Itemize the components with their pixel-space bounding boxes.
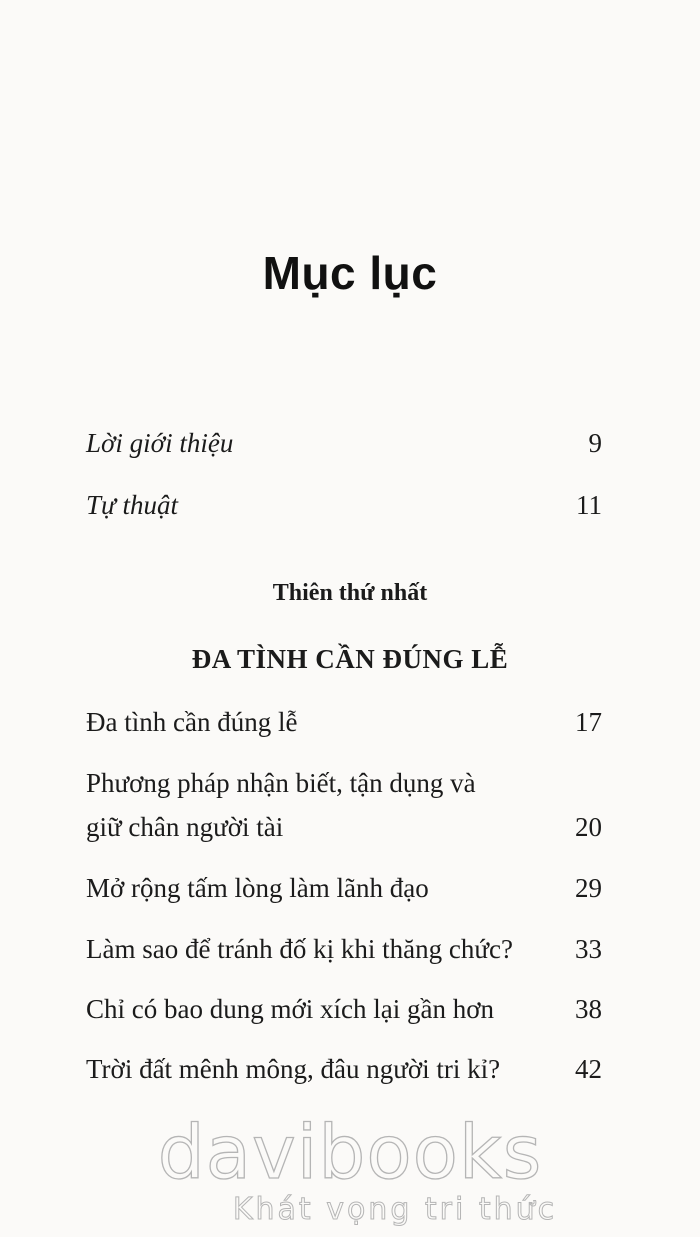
toc-entry-page: 29 xyxy=(575,873,602,903)
toc-entry-label: Chỉ có bao dung mới xích lại gần hơn xyxy=(86,994,494,1024)
toc-entry-label: giữ chân người tài xyxy=(86,812,284,842)
page-title: Mục lục xyxy=(262,247,438,299)
toc-entry-page: 42 xyxy=(575,1054,602,1084)
toc-entry-label: Tự thuật xyxy=(86,490,178,520)
part-title: ĐA TÌNH CẦN ĐÚNG LỄ xyxy=(191,644,509,674)
toc-entry-page: 17 xyxy=(575,707,602,737)
toc-entry-label: Phương pháp nhận biết, tận dụng và xyxy=(86,768,476,798)
part-label: Thiên thứ nhất xyxy=(272,580,428,606)
toc-entry-page: 38 xyxy=(575,994,602,1024)
toc-entry-page: 20 xyxy=(575,812,602,842)
toc-entry-label: Đa tình cần đúng lễ xyxy=(86,707,298,737)
toc-entry-label: Trời đất mênh mông, đâu người tri kỉ? xyxy=(86,1054,501,1084)
toc-entry-label: Mở rộng tấm lòng làm lãnh đạo xyxy=(86,873,429,903)
toc-entry-page: 11 xyxy=(576,490,602,520)
toc-entry-label: Làm sao để tránh đố kị khi thăng chức? xyxy=(86,934,514,964)
toc-entry-page: 33 xyxy=(575,934,602,964)
watermark-tagline xyxy=(0,1192,700,1227)
watermark-tagline-text: Khát vọng tri thức xyxy=(232,1192,558,1227)
watermark-brand: davibooks xyxy=(157,1110,543,1196)
toc-entry-page: 9 xyxy=(588,428,602,458)
toc-entry-label: Lời giới thiệu xyxy=(86,428,234,458)
